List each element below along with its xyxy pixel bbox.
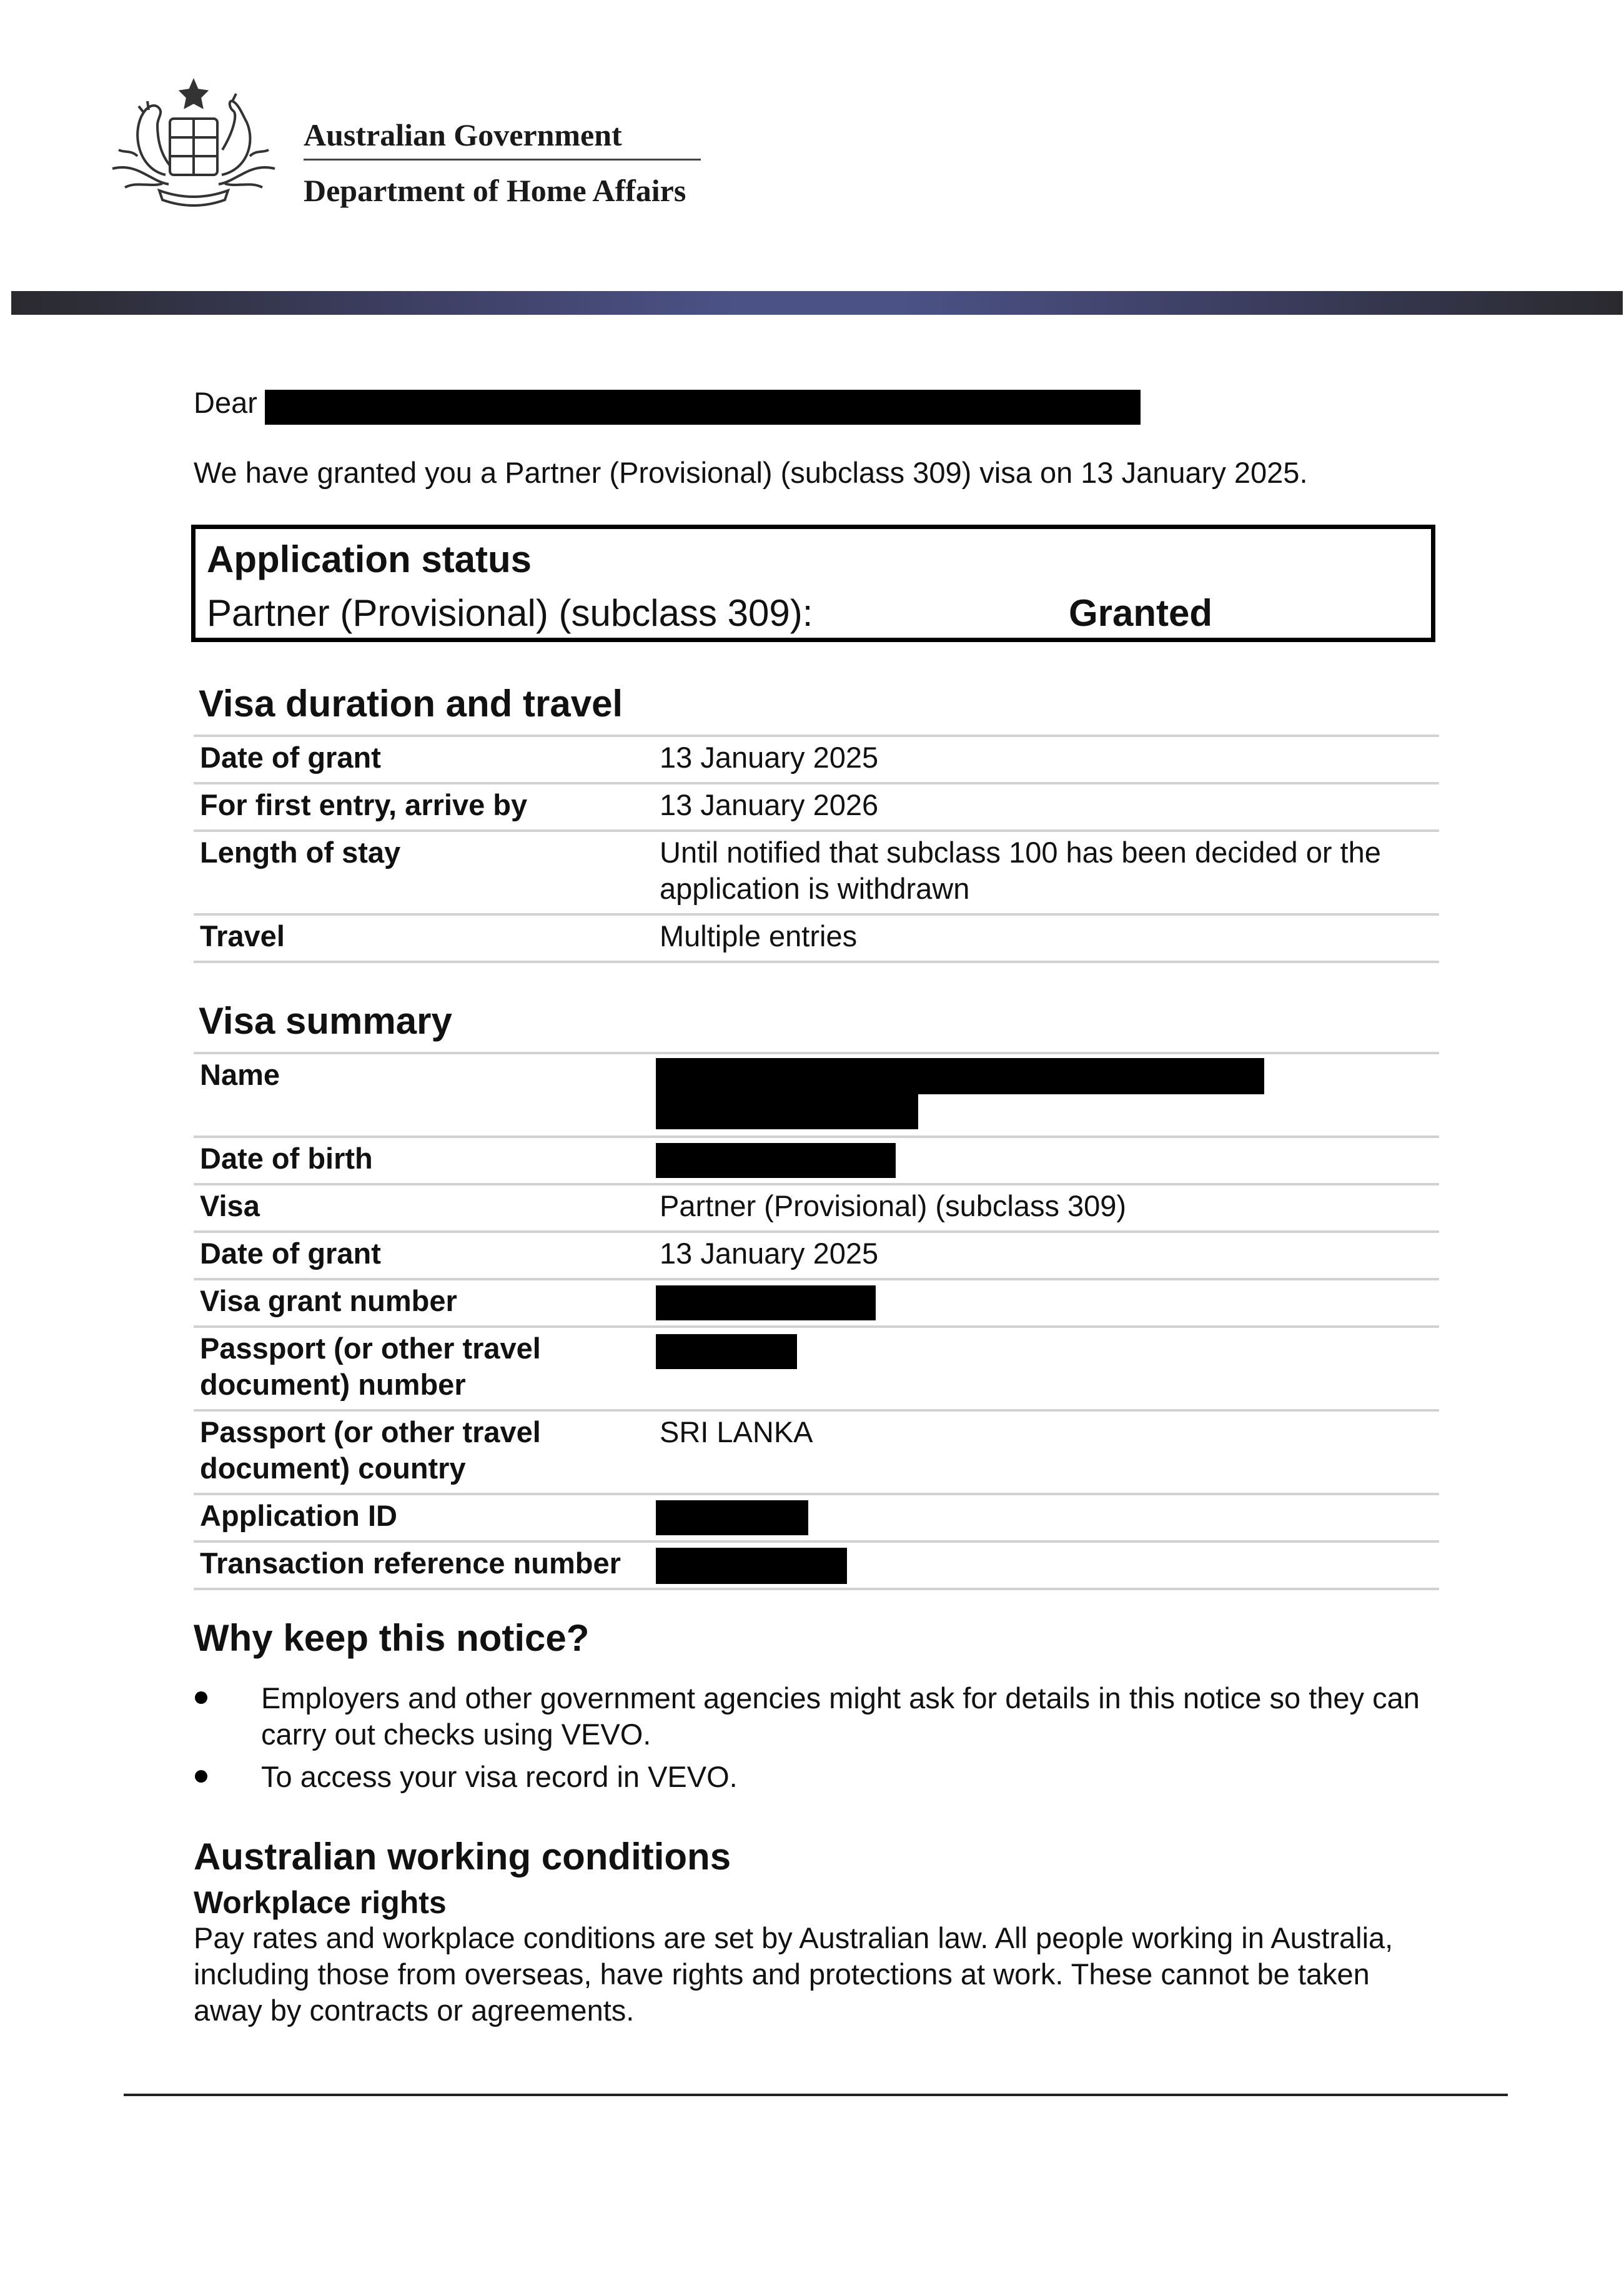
coat-of-arms-icon: [100, 75, 287, 219]
redacted-transaction-reference: [656, 1548, 847, 1584]
summary-table: [194, 1052, 1439, 1590]
row-value: Until notified that subclass 100 has been decided or the application is withdrawn: [660, 836, 1381, 905]
agency-name: [304, 116, 701, 209]
row-key: Name: [200, 1058, 280, 1091]
row-key: Passport (or other travel document) country: [200, 1415, 541, 1485]
row-key: Length of stay: [200, 836, 401, 869]
bullet-text: To access your visa record in VEVO.: [261, 1760, 738, 1793]
redacted-application-id: [656, 1500, 808, 1535]
footer-divider: [124, 2094, 1508, 2096]
table-row: [194, 916, 1439, 963]
row-value: 13 January 2026: [660, 788, 879, 821]
table-row: [194, 1495, 1439, 1543]
table-row: [194, 1543, 1439, 1590]
row-key: Visa grant number: [200, 1284, 457, 1317]
row-value: SRI LANKA: [660, 1415, 813, 1448]
table-row: [194, 1328, 1439, 1412]
table-row: [194, 737, 1439, 784]
table-row: [194, 1412, 1439, 1495]
row-value: Multiple entries: [660, 919, 858, 953]
status-label: Partner (Provisional) (subclass 309):: [207, 592, 813, 634]
government-title: Australian Government: [304, 117, 622, 152]
redacted-date-of-birth: [656, 1143, 896, 1178]
header-band: [11, 291, 1623, 315]
bullet-icon: [195, 1691, 207, 1704]
redacted-name-line2: [656, 1094, 918, 1129]
row-key: Application ID: [200, 1499, 397, 1532]
row-key: Transaction reference number: [200, 1546, 621, 1580]
workplace-rights-body: Pay rates and workplace conditions are set by Australian law. All people working in Australia, including those from overseas, have rights and protections at work. These cannot be taken away by contracts or agreements.: [194, 1921, 1394, 2027]
keep-notice-heading: Why keep this notice?: [194, 1617, 590, 1659]
redacted-visa-grant-number: [656, 1285, 876, 1320]
row-key: Visa: [200, 1189, 260, 1222]
bullet-text: Employers and other government agencies might ask for details in this notice so they can carry out checks using VEVO.: [261, 1681, 1420, 1751]
row-value: Partner (Provisional) (subclass 309): [660, 1189, 1127, 1222]
workplace-rights-heading: Workplace rights: [194, 1885, 447, 1920]
row-value: 13 January 2025: [660, 741, 879, 774]
row-value: 13 January 2025: [660, 1237, 879, 1270]
row-key: Date of grant: [200, 1237, 381, 1270]
row-key: For first entry, arrive by: [200, 788, 528, 821]
redacted-name-line1: [656, 1058, 1264, 1094]
table-row: [194, 1185, 1439, 1233]
header-divider: [304, 159, 701, 161]
row-key: Date of birth: [200, 1142, 373, 1175]
salutation: Dear: [194, 386, 257, 419]
redacted-recipient-name: [265, 390, 1141, 425]
row-key: Passport (or other travel document) number: [200, 1332, 541, 1401]
table-row: [194, 1233, 1439, 1280]
table-row: [194, 1054, 1439, 1138]
list-item: [195, 1759, 1438, 1796]
department-title: Department of Home Affairs: [304, 173, 686, 208]
status-value: Granted: [1069, 592, 1213, 634]
bullet-icon: [195, 1770, 207, 1783]
redacted-passport-number: [656, 1334, 797, 1369]
application-status-box: [191, 525, 1435, 642]
list-item: [195, 1680, 1438, 1755]
table-row: [194, 1280, 1439, 1328]
table-row: [194, 832, 1439, 916]
working-conditions-heading: Australian working conditions: [194, 1836, 731, 1878]
row-key: Travel: [200, 919, 285, 953]
duration-table: [194, 735, 1439, 963]
row-key: Date of grant: [200, 741, 381, 774]
summary-heading: Visa summary: [199, 1000, 452, 1042]
table-row: [194, 1138, 1439, 1185]
status-title: Application status: [207, 538, 532, 580]
duration-heading: Visa duration and travel: [199, 683, 623, 725]
table-row: [194, 784, 1439, 832]
grant-intro: We have granted you a Partner (Provisional) (subclass 309) visa on 13 January 2025.: [194, 456, 1308, 489]
